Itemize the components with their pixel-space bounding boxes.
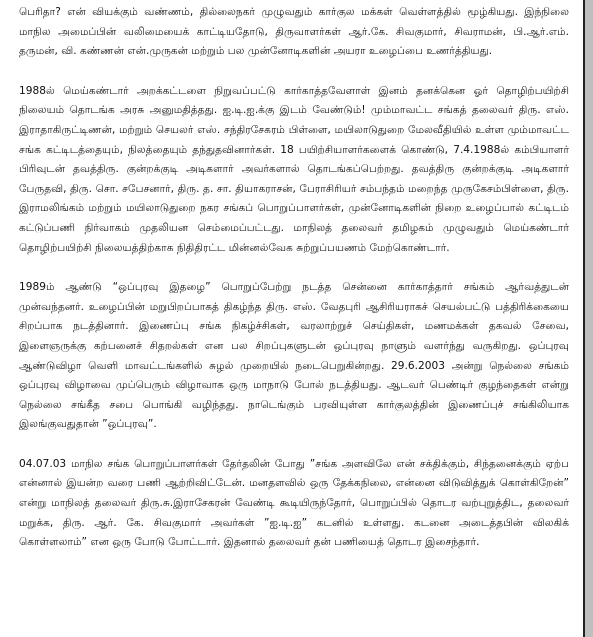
paragraph-4: 04.07.03 மாநில சங்க பொறுப்பாளர்கள் தேர்தலின் போது ”சங்க அளவிலே என் சக்திக்கும், சிந்தனைக்கும் ஏற்ப என்னால் இயன்ற வரை பணி ஆற்றிவிட்டேன். மனதளவில் ஒரு தேக்கநிலை, என்னை விடுவித்துக் கொள்கிறேன்” என்று மாநிலத் தலைவர் திரு.சு.இராசேகரன் வேண்டி கூடியிருந்தோர், பொறுப்பில் தொடர வற்புறுத்திட, தலைவர் மறுக்க, திரு. ஆர். கே. சிவகுமார் அவர்கள் ”ஐ.டி.ஐ” கடனில் உள்ளது. கடனை அடைத்தபின் விலகிக் கொள்ளலாம்” என ஒரு போடு போட்டார். இதனால் தலைவர் தன் பணியைத் தொடர இசைந்தார். <box>19 457 569 549</box>
page-edge-strip <box>585 0 593 637</box>
paragraph-1: பெரிதா? என் வியக்கும் வண்ணம், தில்லைநகர் முழுவதும் கார்குல மக்கள் வெள்ளத்தில் மூழ்கியது. இந்நிலை மாநில அமைப்பின் வலிமையைக் காட்டியதோடு, திருவாளர்கள் ஆர்.கே. சிவகுமார், சிவராமன், பி.ஆர்.எம். தருமன், வி. கண்ணன் என்.முருகன் மற்றும் பல முன்னோடிகளின் அயரா உழைப்பை உணர்த்தியது. <box>19 6 569 58</box>
paragraph-3: 1989ம் ஆண்டு “ஒப்புரவு இதழை” பொறுப்பேற்று நடத்த சென்னை கார்காத்தார் சங்கம் ஆர்வத்துடன் முன்வந்தனர். உழைப்பின் மறுபிறப்பாகத் திகழ்ந்த திரு. எஸ். வேதபுரி ஆசிரியராகச் செயல்பட்டு பத்திரிக்கையை சிறப்பாக நடத்தினார். இணைப்பு சங்க நிகழ்ச்சிகள், வரலாற்றுச் செய்திகள், மணமக்கள் தகவல் சேவை, இளைஞருக்கு கற்பனைச் சிதறல்கள் என பல சிறப்புகளுடன் ஒப்புரவு நாளும் வளர்ந்து வருகிறது. ஒப்புரவு ஆண்டுவிழா வெளி மாவட்டங்களில் சுழல் முறையில் நடைபெறுகின்றது. 29.6.2003 அன்று நெல்லை சங்கம் ஒப்புரவு விழாவை முப்பெரும் விழாவாக ஒரு மாநாடு போல் நடத்தியது. ஆடவர் பெண்டிர் குழந்தைகள் என்று நெல்லை சங்கீத சபை பொங்கி வழிந்தது. நாடெங்கும் பரவியுள்ள கார்குலத்தின் இணைப்புச் சங்கிலியாக இலங்குவதுதான் ”ஒப்புரவு”. <box>19 281 569 431</box>
paragraph-2: 1988ல் மெய்கண்டார் அறக்கட்டளை நிறுவப்பட்டு கார்காத்தவேளாள் இனம் தனக்கென ஓர் தொழிற்பயிற்சி நிலையம் தொடங்க அரசு அனுமதித்தது. ஐ.டி.ஐ.க்கு இடம் வேண்டும்! மும்மாவட்ட சங்கத் தலைவர் திரு. எஸ். இராதாகிருட்டிணன், மற்றும் செயலர் எஸ். சந்திரசேகரம் பிள்ளை, மயிலாடுதுறை மேலவீதியில் உள்ள மும்மாவட்ட சங்க கட்டிடத்தையும், நிலத்தையும் தந்துதவினார்கள். 18 பயிற்சியாளர்களைக் கொண்டு, 7.4.1988ல் கம்பியாளர் பிரிவுடன் தவத்திரு. குன்றக்குடி அடிகளார் அவர்களால் தொடங்கப்பெற்றது. தவத்திரு குன்றக்குடி அடிகளார் பேருதவி, திரு. சொ. சபேசனார், திரு. த. சா. தியாகராசன், பேராசிரியர் சம்பந்தம் மறைந்த முருகேசம்பிள்ளை, திரு. இராமலிங்கம் மற்றும் மயிலாடுதுறை நகர சங்கப் பொறுப்பாளர்கள், முன்னோடிகளின் நிறை உழைப்பால் கட்டிடம் கட்டுப்பணி நிர்வாகம் முதலியன செம்மைப்பட்டது. மாநிலத் தலைவர் தமிழகம் முழுவதும் மெய்கண்டார் தொழிற்பயிற்சி நிலையத்திற்காக நிதிதிரட்ட மின்னல்வேக சுற்றுப்பயணம் மேற்கொண்டார். <box>19 84 569 254</box>
document-body <box>19 0 569 573</box>
